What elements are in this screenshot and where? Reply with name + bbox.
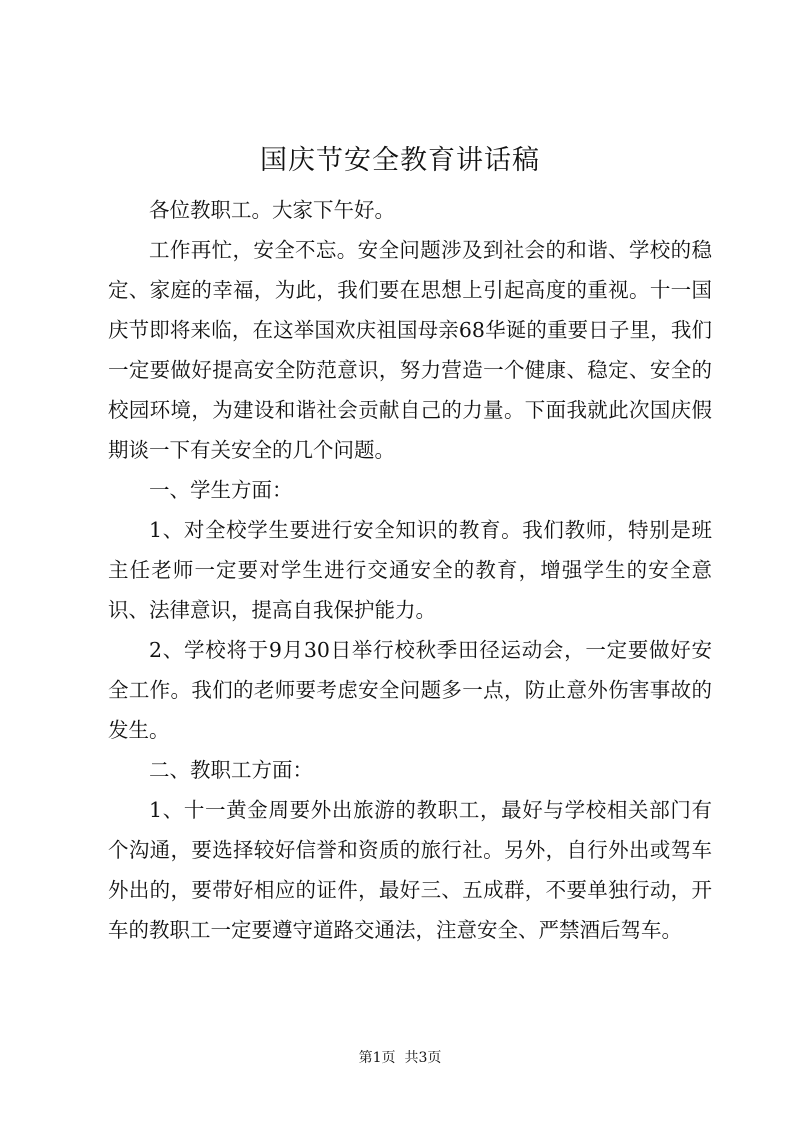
student-item-1: 1、对全校学生要进行安全知识的教育。我们教师，特别是班主任老师一定要对学生进行交通安全的教育，增强学生的安全意识、法律意识，提高自我保护能力。 [108, 518, 712, 622]
section-heading-students: 一、学生方面： [149, 478, 293, 502]
document-body [108, 190, 712, 950]
staff-item-1: 1、十一黄金周要外出旅游的教职工，最好与学校相关部门有个沟通，要选择较好信誉和资质的旅行社。另外，自行外出或驾车外出的，要带好相应的证件，最好三、五成群，不要单独行动，开车的教职工一定要遵守道路交通法，注意安全、严禁酒后驾车。 [108, 798, 712, 942]
document-title: 国庆节安全教育讲话稿 [260, 145, 540, 176]
intro-paragraph: 工作再忙，安全不忘。安全问题涉及到社会的和谐、学校的稳定、家庭的幸福，为此，我们要在思想上引起高度的重视。十一国庆节即将来临，在这举国欢庆祖国母亲68华诞的重要日子里，我们一定要做好提高安全防范意识，努力营造一个健康、稳定、安全的校园环境，为建设和谐社会贡献自己的力量。下面我就此次国庆假期谈一下有关安全的几个问题。 [108, 238, 712, 462]
page-number-footer: 第1页 共3页 [358, 1050, 442, 1066]
student-item-2: 2、学校将于9月30日举行校秋季田径运动会，一定要做好安全工作。我们的老师要考虑安全问题多一点，防止意外伤害事故的发生。 [108, 638, 712, 742]
section-heading-staff: 二、教职工方面： [149, 758, 313, 782]
greeting-paragraph: 各位教职工。大家下午好。 [149, 198, 395, 222]
